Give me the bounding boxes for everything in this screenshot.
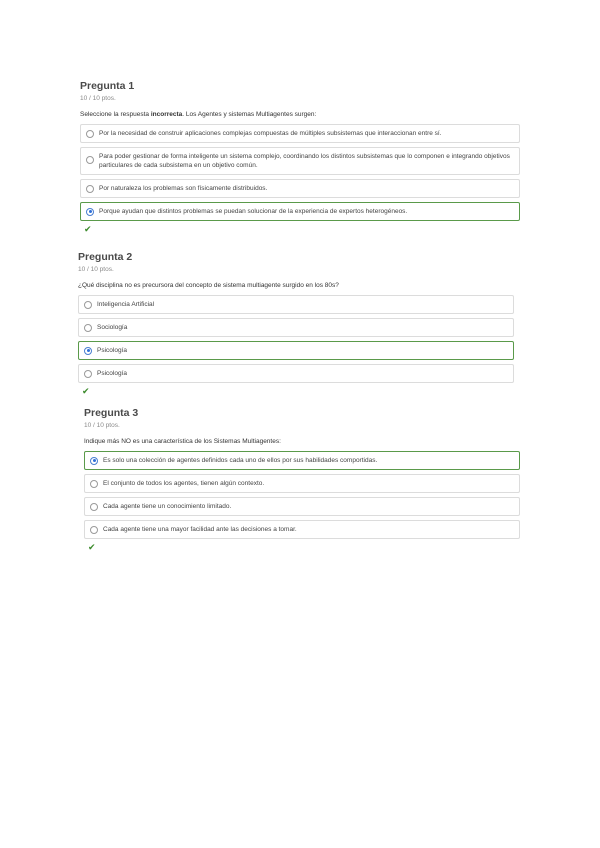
answer-option[interactable] [80,124,520,143]
question-prompt [80,110,520,119]
radio-button[interactable] [86,185,94,193]
question-title: Pregunta 1 [80,80,135,92]
question-prompt: Indique más NO es una característica de los Sistemas Multiagentes: [84,438,281,445]
options-list [84,451,520,539]
option-label: Cada agente tiene un conocimiento limitado. [103,503,232,510]
radio-button[interactable] [90,503,98,511]
question-points: 10 / 10 ptos. [78,266,114,273]
option-label: Porque ayudan que distintos problemas se puedan solucionar de la experiencia de expertos heterogéneos. [99,208,408,215]
option-label: Psicología [97,370,127,377]
option-label: Por la necesidad de construir aplicaciones complejas compuestas de múltiples subsistemas que interaccionan entre sí. [99,130,442,137]
radio-button-checked[interactable] [90,457,98,465]
radio-button[interactable] [90,526,98,534]
question-prompt: ¿Qué disciplina no es precursora del concepto de sistema multiagente surgido en los 80s? [78,282,339,289]
options-list [80,124,520,221]
radio-button[interactable] [84,324,92,332]
answer-option-selected[interactable] [80,202,520,221]
option-label: Sociología [97,324,128,331]
radio-button[interactable] [86,130,94,138]
option-label: Por naturaleza los problemas son físicamente distribuidos. [99,185,268,192]
prompt-suffix: . Los Agentes y sistemas Multiagentes surgen: [182,111,317,118]
correct-check-icon: ✔ [88,543,96,553]
option-label: Psicología [97,347,127,354]
question-points: 10 / 10 ptos. [80,95,116,102]
question-points: 10 / 10 ptos. [84,422,120,429]
answer-option[interactable] [84,497,520,516]
prompt-bold: incorrecta [150,111,183,118]
answer-option-selected[interactable] [84,451,520,470]
option-label: Para poder gestionar de forma inteligente un sistema complejo, coordinando los distintos subsistemas que lo componen e integrando objetivos particulares de cada subsistema en un objetivo común. [99,153,510,169]
radio-button[interactable] [90,480,98,488]
radio-button[interactable] [84,370,92,378]
question-3 [84,407,520,553]
radio-button-checked[interactable] [84,347,92,355]
option-label: Cada agente tiene una mayor facilidad ante las decisiones a tomar. [103,526,297,533]
options-list [78,295,514,383]
answer-option[interactable] [80,179,520,198]
answer-option[interactable] [78,295,514,314]
correct-check-icon: ✔ [82,387,90,397]
option-label: Inteligencia Artificial [97,301,155,308]
option-label: Es solo una colección de agentes definidos cada uno de ellos por sus habilidades comportidas. [103,457,378,464]
option-label: El conjunto de todos los agentes, tienen algún contexto. [103,480,265,487]
question-title: Pregunta 2 [78,251,133,263]
answer-option-selected[interactable] [78,341,514,360]
radio-button[interactable] [86,156,94,164]
answer-option[interactable] [78,318,514,337]
answer-option[interactable] [80,147,520,175]
prompt-prefix: Seleccione la respuesta [80,111,151,118]
question-2 [78,251,514,397]
correct-check-icon: ✔ [84,225,92,235]
answer-option[interactable] [84,474,520,493]
answer-option[interactable] [84,520,520,539]
answer-option[interactable] [78,364,514,383]
question-title: Pregunta 3 [84,407,139,419]
question-1 [80,80,520,235]
radio-button[interactable] [84,301,92,309]
radio-button-checked[interactable] [86,208,94,216]
